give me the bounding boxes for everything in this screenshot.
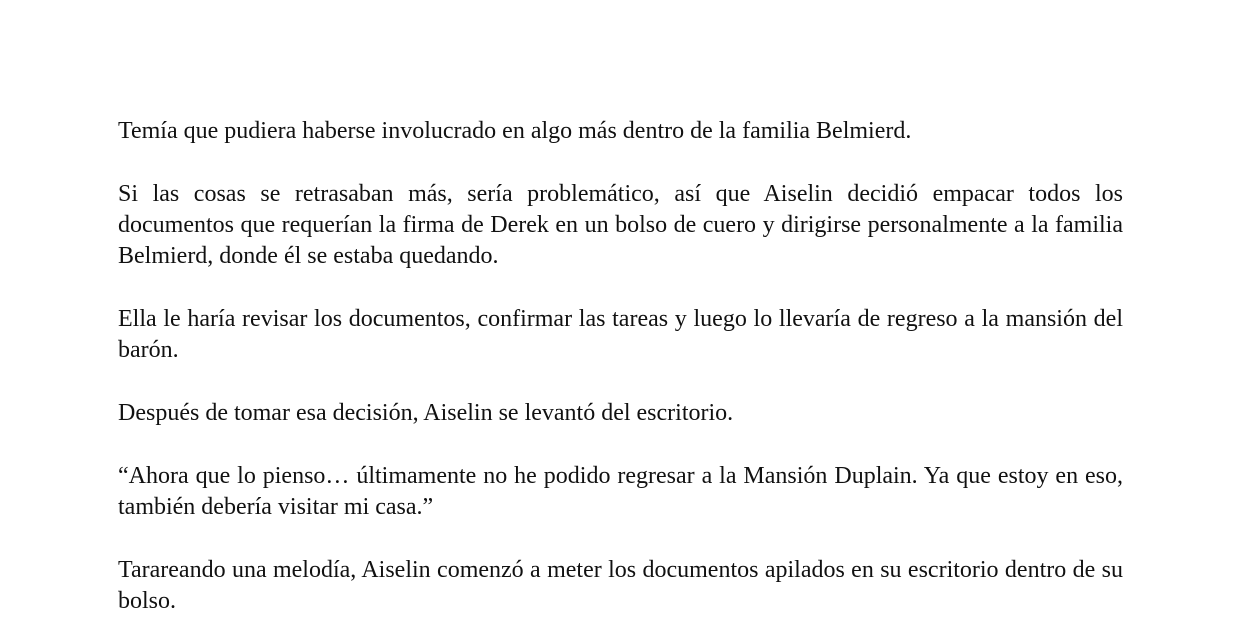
paragraph-6: Tarareando una melodía, Aiselin comenzó a meter los documentos apilados en su escritorio dentro de su bolso. (118, 557, 1123, 614)
paragraph-2: Si las cosas se retrasaban más, sería problemático, así que Aiselin decidió empacar todos los documentos que requerían la firma de Derek en un bolso de cuero y dirigirse personalmente a la familia Belmierd, donde él se estaba quedando. (118, 181, 1123, 269)
paragraph-4: Después de tomar esa decisión, Aiselin se levantó del escritorio. (118, 400, 734, 426)
paragraph-1: Temía que pudiera haberse involucrado en algo más dentro de la familia Belmierd. (118, 118, 912, 144)
paragraph-5: “Ahora que lo pienso… últimamente no he podido regresar a la Mansión Duplain. Ya que estoy en eso, también debería visitar mi casa.” (118, 463, 1123, 520)
paragraph-3: Ella le haría revisar los documentos, confirmar las tareas y luego lo llevaría de regreso a la mansión del barón. (118, 306, 1123, 363)
document-body (118, 116, 1123, 617)
